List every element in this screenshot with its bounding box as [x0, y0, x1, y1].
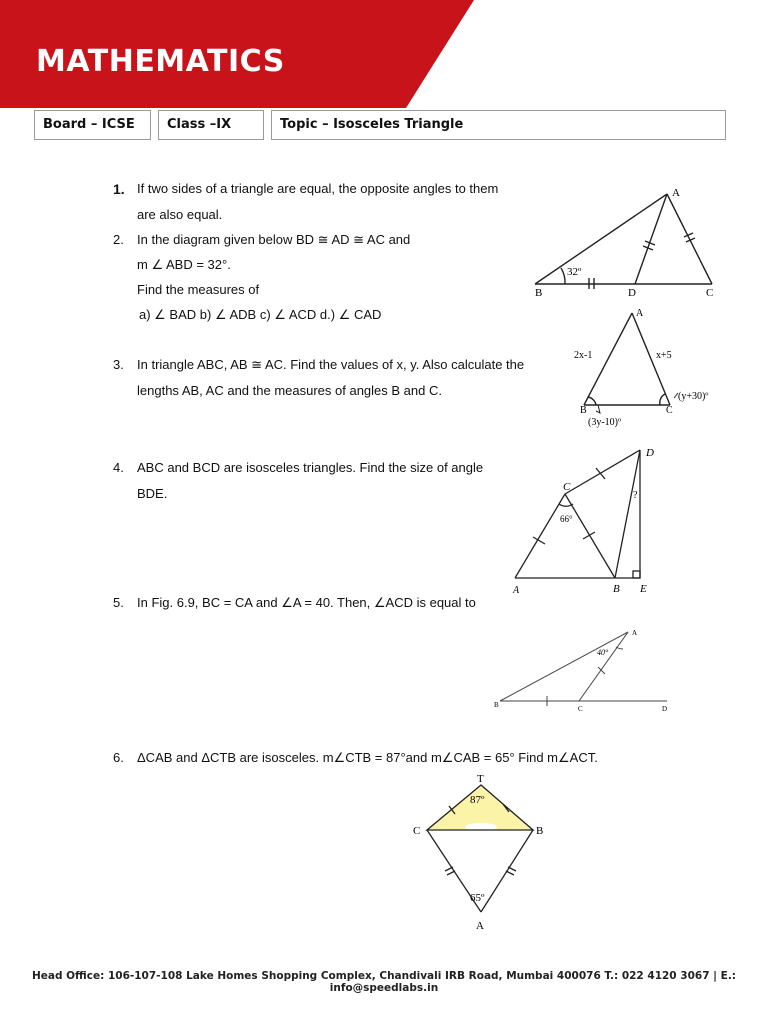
angle-t-label: 87º	[470, 794, 485, 806]
label-b: B	[536, 825, 544, 837]
question-number: 6.	[113, 750, 124, 765]
label-c: C	[666, 405, 673, 416]
question-text: In triangle ABC, AB ≅ AC. Find the values of x, y. Also calculate the	[137, 357, 525, 372]
angle-label: 32º	[567, 266, 582, 278]
angle-c-label: (y+30)º	[678, 391, 709, 402]
question-text: ΔCAB and ΔCTB are isosceles. m∠CTB = 87°and m∠CAB = 65° Find m∠ACT.	[137, 750, 598, 765]
angle-a-label: 65º	[470, 892, 485, 904]
label-a: A	[636, 308, 644, 319]
label-a: A	[513, 585, 520, 596]
unknown-label: ?	[633, 490, 638, 501]
label-d: D	[662, 705, 668, 713]
question-text: a) ∠ BAD b) ∠ ADB c) ∠ ACD d.) ∠ CAD	[139, 307, 382, 322]
question-number: 1.	[113, 181, 125, 197]
label-b: B	[535, 287, 543, 299]
label-b: B	[613, 583, 620, 595]
angle-label: 66°	[560, 514, 573, 524]
label-c: C	[706, 287, 714, 299]
question-number: 4.	[113, 460, 124, 475]
question-text: ABC and BCD are isosceles triangles. Find the size of angle	[137, 460, 484, 475]
label-c: C	[578, 705, 583, 713]
question-text: lengths AB, AC and the measures of angles B and C.	[137, 383, 442, 398]
label-b: B	[580, 405, 587, 416]
figure-triangle-bcd-line	[492, 622, 682, 717]
label-a: A	[476, 920, 484, 932]
question-text: If two sides of a triangle are equal, the opposite angles to them	[137, 181, 499, 196]
question-text: BDE.	[137, 486, 168, 501]
label-a: A	[632, 629, 638, 637]
label-c: C	[563, 481, 571, 493]
label-d: D	[646, 447, 654, 459]
question-number: 3.	[113, 357, 124, 372]
figure-triangle-abdc	[525, 185, 725, 300]
board-box: Board – ICSE	[34, 110, 151, 140]
class-box: Class –IX	[158, 110, 264, 140]
label-t: T	[477, 773, 484, 785]
angle-label: 40°	[597, 648, 609, 657]
footer-contact: Head Office: 106-107-108 Lake Homes Shopping Complex, Chandivali IRB Road, Mumbai 400076 T.: 022 4120 3067 | E.: info@speedlabs.in	[31, 970, 737, 994]
figure-triangle-abc-algebra	[570, 305, 720, 430]
label-c: C	[413, 825, 421, 837]
label-e: E	[640, 583, 647, 595]
angle-b-label: (3y-10)º	[588, 417, 622, 428]
label-b: B	[494, 701, 499, 709]
question-text: Find the measures of	[137, 282, 260, 297]
question-text: In the diagram given below BD ≅ AD ≅ AC and	[137, 232, 411, 247]
side-label-left: 2x-1	[574, 350, 593, 361]
figure-triangles-abc-bcd	[505, 440, 680, 600]
topic-box: Topic – Isosceles Triangle	[271, 110, 726, 140]
figure-kite-ctba	[405, 770, 555, 935]
question-text: In Fig. 6.9, BC = CA and ∠A = 40. Then, ∠ACD is equal to	[137, 595, 476, 610]
label-a: A	[672, 187, 680, 199]
question-number: 2.	[113, 232, 124, 247]
page-title: MATHEMATICS	[36, 44, 285, 79]
question-number: 5.	[113, 595, 124, 610]
question-text: are also equal.	[137, 207, 223, 222]
question-text: m ∠ ABD = 32°.	[137, 257, 231, 272]
side-label-right: x+5	[656, 350, 672, 361]
label-d: D	[628, 287, 636, 299]
